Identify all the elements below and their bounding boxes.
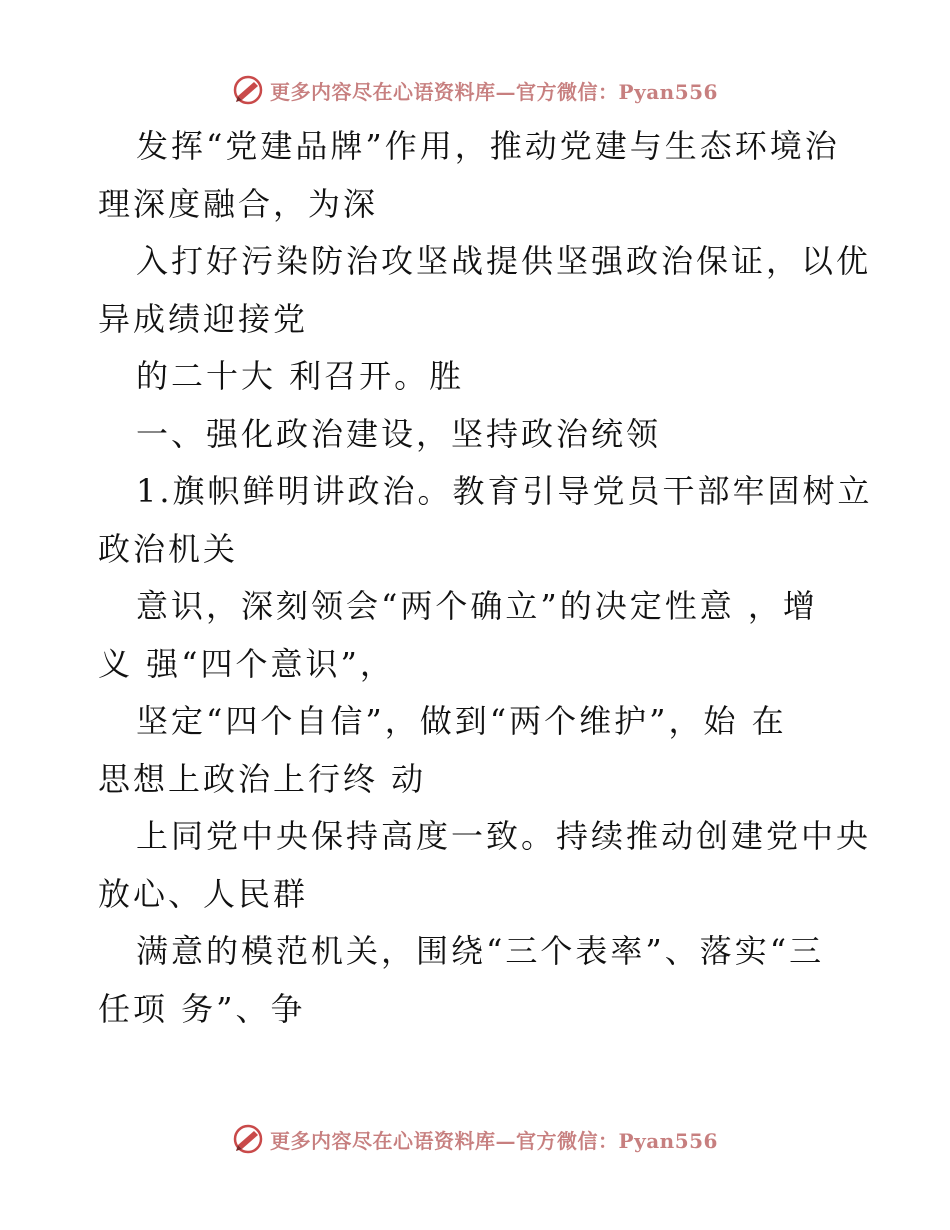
watermark-text: 更多内容尽在心语资料库—官方微信：Pyan556: [270, 79, 718, 104]
paragraph-line: 政治机关: [98, 529, 239, 568]
red-pen-logo-icon: [232, 74, 264, 106]
paragraph-line: 满意的模范机关，围绕“三个表率”、落实“三: [136, 932, 825, 970]
paragraph-line: 坚定“四个自信”，做到“两个维护”，始 在: [136, 702, 787, 740]
paragraph-line: 一、强化政治建设，坚持政治统领: [136, 414, 662, 453]
paragraph-line: 任项 务”、争: [98, 989, 306, 1028]
paragraph-line: 上同党中央保持高度一致。持续推动创建党中央: [136, 817, 872, 855]
header-watermark-banner: [0, 70, 950, 110]
paragraph-line: 入打好污染防治攻坚战提供坚强政治保证，以优: [136, 242, 872, 280]
paragraph-line: 放心、人民群: [98, 874, 309, 913]
paragraph-line: 1.旗帜鲜明讲政治。教育引导党员干部牢固树立: [136, 472, 873, 510]
paragraph-line: 发挥“党建品牌”作用，推动党建与生态环境治: [136, 127, 840, 165]
paragraph-line: 理深度融合，为深: [98, 184, 379, 223]
paragraph-line: 思想上政治上行终 动: [98, 759, 427, 798]
paragraph-line: 异成绩迎接党: [98, 299, 309, 338]
paragraph-line: 意识，深刻领会“两个确立”的决定性意 ，增: [136, 587, 818, 625]
paragraph-line: 义 强“四个意识”，: [98, 644, 395, 683]
document-body: [98, 118, 873, 1038]
watermark-text: 更多内容尽在心语资料库—官方微信：Pyan556: [270, 1128, 718, 1153]
red-pen-logo-icon: [232, 1123, 264, 1155]
paragraph-line: 的二十大 利召开。胜: [136, 357, 465, 395]
footer-watermark-banner: [0, 1119, 950, 1159]
